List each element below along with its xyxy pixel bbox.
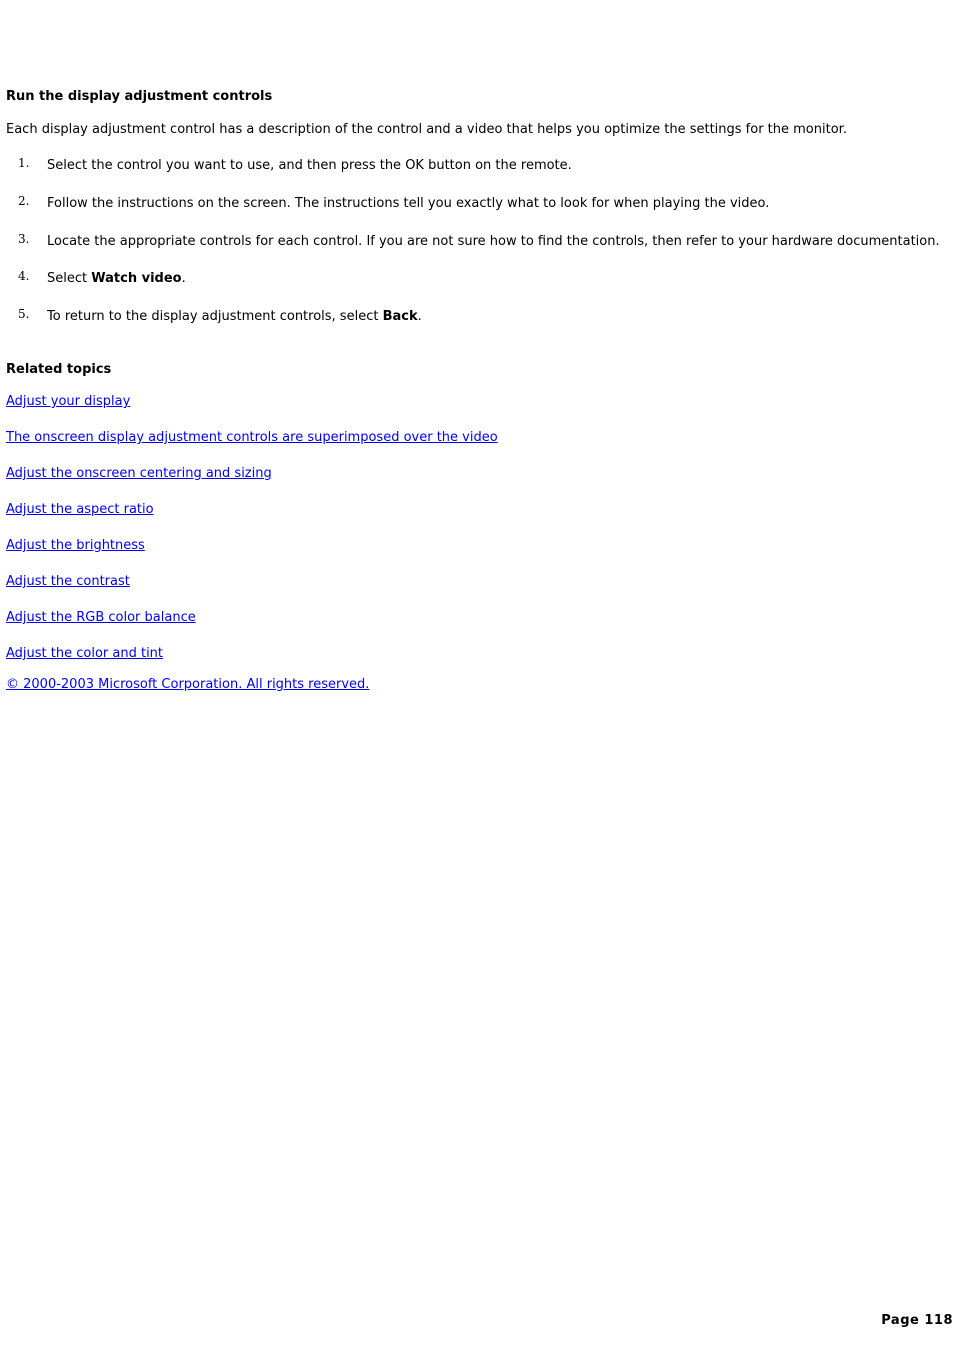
list-item xyxy=(6,308,946,325)
related-topics-links xyxy=(6,393,946,662)
link-color-and-tint[interactable]: Adjust the color and tint xyxy=(6,646,164,661)
intro-paragraph: Each display adjustment control has a description of the control and a video that helps you optimize the settings for the monitor. xyxy=(6,122,847,137)
page-number: Page 118 xyxy=(881,1313,953,1328)
list-item xyxy=(6,270,946,287)
copyright-notice xyxy=(6,676,946,693)
list-item xyxy=(6,573,946,590)
related-topics-title: Related topics xyxy=(6,362,112,377)
link-brightness[interactable]: Adjust the brightness xyxy=(6,538,145,553)
step-number: 2. xyxy=(18,194,30,208)
section-title: Run the display adjustment controls xyxy=(6,89,273,104)
link-rgb-color-balance[interactable]: Adjust the RGB color balance xyxy=(6,610,196,625)
step-text: Follow the instructions on the screen. The instructions tell you exactly what to look for when playing the video. xyxy=(47,196,770,211)
link-centering-and-sizing[interactable]: Adjust the onscreen centering and sizing xyxy=(6,466,272,481)
list-item xyxy=(6,393,946,410)
list-item xyxy=(6,157,946,174)
list-item xyxy=(6,501,946,518)
steps-list xyxy=(6,157,946,325)
link-aspect-ratio[interactable]: Adjust the aspect ratio xyxy=(6,502,154,517)
list-item xyxy=(6,465,946,482)
step-text: Select the control you want to use, and then press the OK button on the remote. xyxy=(47,158,572,173)
step-text-prefix: Select xyxy=(47,271,92,286)
list-item xyxy=(6,195,946,212)
document-content xyxy=(6,87,946,693)
step-text-suffix: . xyxy=(417,309,422,324)
link-onscreen-controls-superimposed[interactable]: The onscreen display adjustment controls are superimposed over the video xyxy=(6,430,498,445)
list-item xyxy=(6,233,946,250)
step-text: Locate the appropriate controls for each control. If you are not sure how to find the controls, then refer to your hardware documentation. xyxy=(47,234,940,249)
step-number: 1. xyxy=(18,156,30,170)
step-number: 3. xyxy=(18,232,30,246)
list-item xyxy=(6,537,946,554)
list-item xyxy=(6,609,946,626)
list-item xyxy=(6,429,946,446)
copyright-link[interactable]: © 2000-2003 Microsoft Corporation. All rights reserved. xyxy=(6,677,370,692)
step-text-suffix: . xyxy=(181,271,186,286)
step-number: 5. xyxy=(18,307,30,321)
step-number: 4. xyxy=(18,269,30,283)
step-text-prefix: To return to the display adjustment controls, select xyxy=(47,309,383,324)
step-ui-term: Back xyxy=(382,309,418,324)
list-item xyxy=(6,645,946,662)
link-adjust-your-display[interactable]: Adjust your display xyxy=(6,394,131,409)
step-ui-term: Watch video xyxy=(91,271,182,286)
link-contrast[interactable]: Adjust the contrast xyxy=(6,574,130,589)
